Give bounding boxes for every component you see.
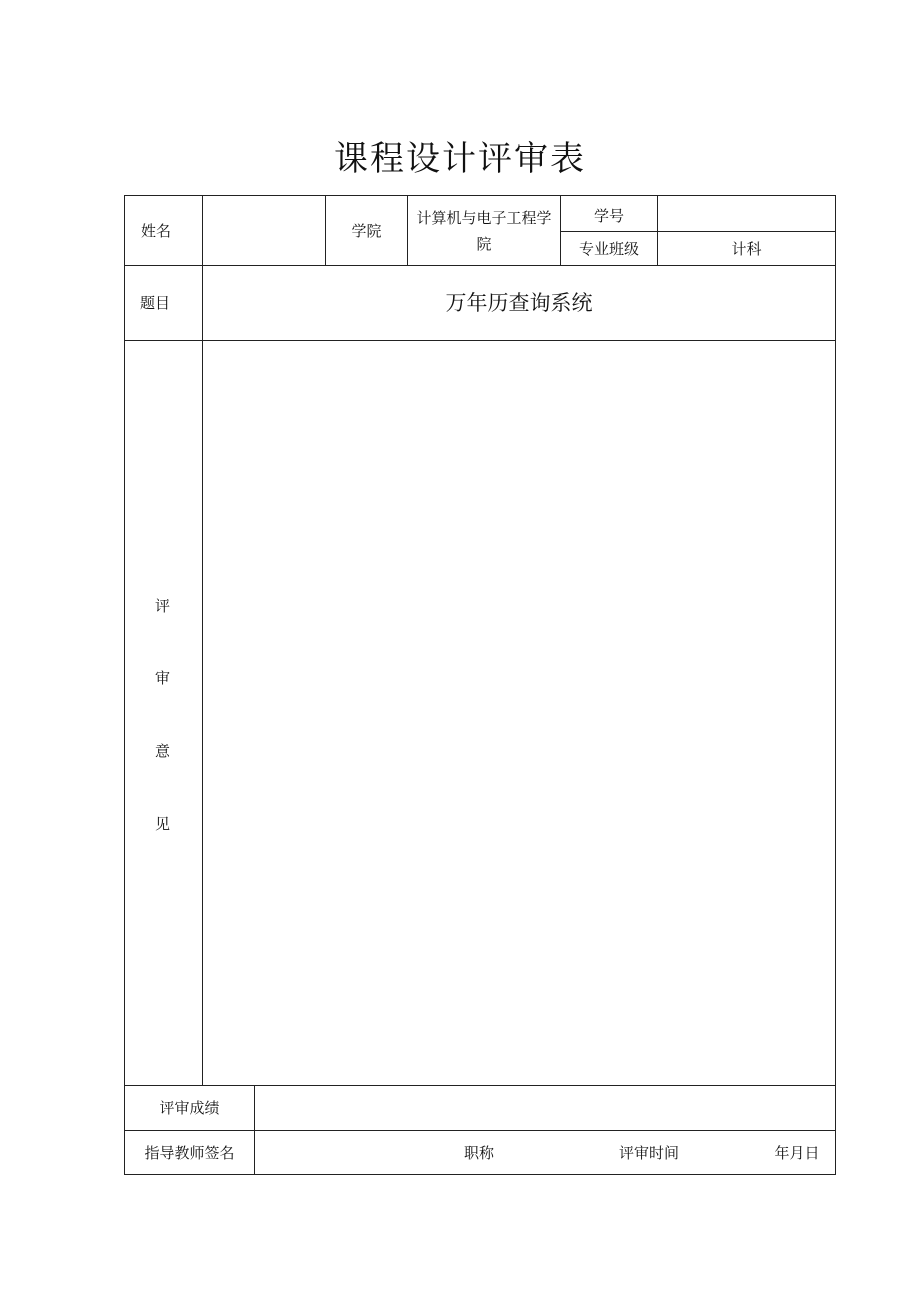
topic-label: 题目 bbox=[139, 294, 170, 312]
advisor-signature-label: 指导教师签名 bbox=[144, 1143, 235, 1162]
table-border-right bbox=[835, 195, 836, 1175]
job-title-label: 职称 bbox=[463, 1143, 494, 1162]
review-comments-field[interactable] bbox=[203, 341, 835, 1085]
review-score-label: 评审成绩 bbox=[159, 1099, 220, 1117]
student-id-field[interactable] bbox=[658, 196, 835, 231]
date-label: 年月日 bbox=[774, 1143, 820, 1162]
major-class-label: 专业班级 bbox=[578, 239, 639, 258]
table-border-bottom bbox=[124, 1174, 836, 1175]
review-comments-label-char: 审 bbox=[154, 669, 170, 687]
review-score-field[interactable] bbox=[255, 1086, 835, 1130]
review-time-label: 评审时间 bbox=[618, 1143, 679, 1162]
review-comments-label-char: 意 bbox=[154, 742, 170, 760]
college-label: 学院 bbox=[351, 221, 382, 240]
table-divider bbox=[407, 195, 408, 265]
advisor-signature-field[interactable] bbox=[255, 1131, 435, 1174]
page-title: 课程设计评审表 bbox=[334, 139, 586, 179]
name-label: 姓名 bbox=[140, 221, 171, 240]
college-field[interactable]: 计算机与电子工程学院 bbox=[416, 209, 552, 253]
student-id-label: 学号 bbox=[593, 206, 624, 225]
review-comments-label-char: 见 bbox=[154, 815, 170, 833]
name-field[interactable] bbox=[203, 196, 325, 265]
topic-field[interactable]: 万年历查询系统 bbox=[445, 291, 593, 315]
review-form-table bbox=[124, 195, 836, 1175]
review-comments-label-char: 评 bbox=[154, 597, 170, 615]
major-class-field[interactable]: 计科 bbox=[731, 239, 762, 258]
